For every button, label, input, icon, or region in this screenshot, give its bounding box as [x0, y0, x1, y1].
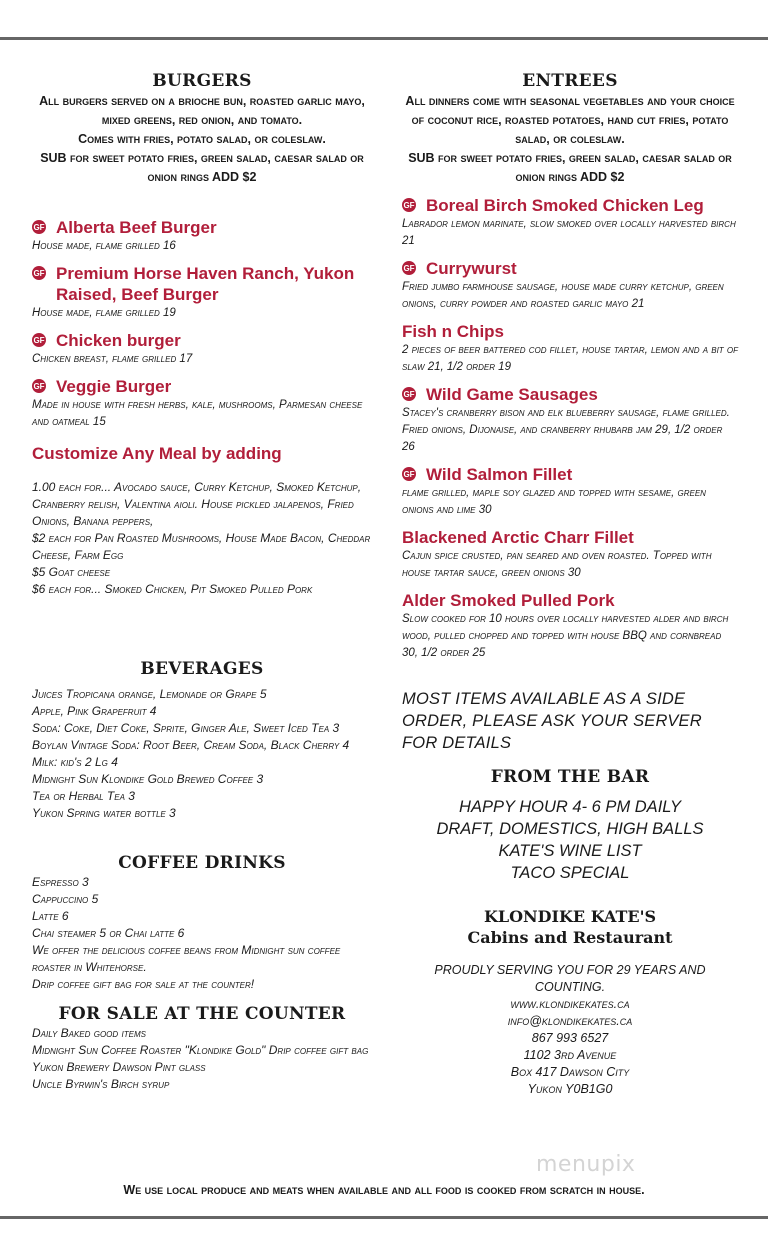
watermark-logo: menupix [536, 1152, 636, 1177]
restaurant-name: KLONDIKE KATE'S [483, 907, 657, 926]
coffee-line: Cappuccino 5 [32, 892, 99, 906]
top-divider [0, 37, 768, 40]
menu-item [402, 590, 738, 662]
entrees-intro-line: SUB for sweet potato fries, green salad, caesar salad or onion rings ADD $2 [408, 151, 732, 184]
coffee-line: Chai steamer 5 or Chai latte 6 [32, 926, 185, 940]
beverage-line: Apple, Pink Grapefruit 4 [32, 704, 157, 718]
gluten-free-icon: GF [32, 333, 46, 347]
address-line: Box 417 Dawson City [510, 1065, 630, 1079]
item-description: House made, flame grilled 19 [32, 307, 176, 319]
coffee-title: COFFEE DRINKS [118, 853, 286, 873]
item-name: Veggie Burger [56, 377, 172, 396]
beverage-line: Yukon Spring water bottle 3 [32, 806, 176, 820]
item-name: Chicken burger [56, 331, 181, 350]
gluten-free-icon: GF [402, 261, 416, 275]
coffee-line: Espresso 3 [32, 875, 89, 889]
counter-line: Daily Baked good items [32, 1026, 146, 1040]
item-description: 2 pieces of beer battered cod fillet, house tartar, lemon and a bit of slaw 21, 1/2 order 19 [402, 344, 738, 373]
item-name: Alberta Beef Burger [56, 218, 217, 237]
menu-item [402, 384, 738, 456]
customize-line: $2 each for Pan Roasted Mushrooms, House Made Bacon, Cheddar Cheese, Farm Egg [32, 531, 371, 562]
beverages-list [32, 686, 372, 822]
address-line: Yukon Y0B1G0 [527, 1082, 613, 1096]
item-name: Wild Salmon Fillet [426, 465, 573, 484]
address-line: 1102 3rd Avenue [523, 1048, 617, 1062]
beverage-line: Soda: Coke, Diet Coke, Sprite, Ginger Ale, Sweet Iced Tea 3 [32, 721, 340, 735]
website-link[interactable]: www.klondikekates.ca [510, 997, 630, 1011]
item-description: Made in house with fresh herbs, kale, mushrooms, Parmesan cheese and oatmeal 15 [32, 399, 363, 428]
beverage-line: Boylan Vintage Soda: Root Beer, Cream Soda, Black Cherry 4 [32, 738, 350, 752]
menu-item [402, 527, 738, 582]
customize-line: $6 each for... Smoked Chicken, Pit Smoked Pulled Pork [32, 582, 313, 596]
side-order-note: MOST ITEMS AVAILABLE AS A SIDE ORDER, PLEASE ASK YOUR SERVER FOR DETAILS [402, 690, 702, 752]
burgers-intro [32, 92, 372, 187]
bar-line: DRAFT, DOMESTICS, HIGH BALLS [436, 820, 704, 838]
counter-list [32, 1025, 372, 1093]
menu-item [32, 217, 372, 255]
entrees-title: ENTREES [522, 71, 618, 91]
item-name: Currywurst [426, 259, 517, 278]
coffee-line: Latte 6 [32, 909, 69, 923]
bar-line: KATE'S WINE LIST [498, 842, 642, 860]
gluten-free-icon: GF [402, 387, 416, 401]
item-name: Alder Smoked Pulled Pork [402, 591, 615, 610]
beverage-line: Midnight Sun Klondike Gold Brewed Coffee 3 [32, 772, 264, 786]
coffee-line: We offer the delicious coffee beans from Midnight sun coffee roaster in Whitehorse. [32, 943, 341, 974]
footer-note: We use local produce and meats when available and all food is cooked from scratch in house. [123, 1183, 645, 1197]
gluten-free-icon: GF [32, 266, 46, 280]
item-description: House made, flame grilled 16 [32, 240, 176, 252]
gluten-free-icon: GF [402, 467, 416, 481]
email-link[interactable]: info@klondikekates.ca [507, 1014, 633, 1028]
tagline: PROUDLY SERVING YOU FOR 29 YEARS AND COUNTING. [434, 963, 706, 994]
customize-line: $5 Goat cheese [32, 565, 111, 579]
bar-line: HAPPY HOUR 4- 6 PM DAILY [459, 798, 681, 816]
counter-line: Uncle Byrwin's Birch syrup [32, 1077, 170, 1091]
bottom-divider [0, 1216, 768, 1219]
menu-item [32, 330, 372, 368]
item-name: Blackened Arctic Charr Fillet [402, 528, 634, 547]
phone-number: 867 993 6527 [531, 1031, 609, 1045]
menu-item [32, 376, 372, 431]
counter-line: Midnight Sun Coffee Roaster "Klondike Gold" Drip coffee gift bag [32, 1043, 369, 1057]
beverage-line: Juices Tropicana orange, Lemonade or Grape 5 [32, 687, 267, 701]
counter-line: Yukon Brewery Dawson Pint glass [32, 1060, 206, 1074]
item-name: Fish n Chips [402, 322, 504, 341]
item-description: flame grilled, maple soy glazed and topped with sesame, green onions and lime 30 [402, 487, 706, 516]
item-name: Wild Game Sausages [426, 385, 598, 404]
gluten-free-icon: GF [32, 220, 46, 234]
bar-line: TACO SPECIAL [510, 864, 630, 882]
beverage-line: Tea or Herbal Tea 3 [32, 789, 135, 803]
item-name: Premium Horse Haven Ranch, Yukon Raised, Beef Burger [56, 264, 355, 304]
entrees-intro-line: All dinners come with seasonal vegetables and your choice of coconut rice, roasted potatoes, hand cut fries, potato salad, or coleslaw. [405, 94, 735, 146]
entrees-intro [402, 92, 738, 187]
customize-title: Customize Any Meal by adding [32, 444, 282, 463]
contact-block [402, 962, 738, 1098]
item-description: Labrador lemon marinate, slow smoked over locally harvested birch 21 [402, 218, 736, 247]
beverages-title: BEVERAGES [140, 659, 264, 679]
menu-item [32, 263, 372, 322]
customize-line: 1.00 each for... Avocado sauce, Curry Ketchup, Smoked Ketchup, Cranberry relish, Valentina aioli. House pickled jalapenos, Fried Onions, Banana peppers, [32, 480, 362, 528]
menu-item [402, 258, 738, 313]
item-description: Cajun spice crusted, pan seared and oven roasted. Topped with house tartar sauce, green onions 30 [402, 550, 712, 579]
menu-item [402, 195, 738, 250]
coffee-list [32, 874, 372, 993]
beverage-line: Milk: kid's 2 Lg 4 [32, 755, 118, 769]
gluten-free-icon: GF [402, 198, 416, 212]
item-description: Slow cooked for 10 hours over locally harvested alder and birch wood, pulled chopped and topped with house BBQ and cornbread 30, 1/2 order 25 [402, 613, 729, 659]
restaurant-subtitle: Cabins and Restaurant [467, 928, 673, 947]
menu-item [402, 321, 738, 376]
coffee-line: Drip coffee gift bag for sale at the counter! [32, 977, 255, 991]
item-name: Boreal Birch Smoked Chicken Leg [426, 196, 704, 215]
bar-list [402, 796, 738, 884]
item-description: Chicken breast, flame grilled 17 [32, 353, 193, 365]
burgers-intro-line: All burgers served on a brioche bun, roasted garlic mayo, mixed greens, red onion, and tomato. [39, 94, 365, 127]
item-description: Fried jumbo farmhouse sausage, house made curry ketchup, green onions, curry powder and roasted garlic mayo 21 [402, 281, 724, 310]
menu-item [402, 464, 738, 519]
right-column [402, 70, 738, 1098]
item-description: Stacey's cranberry bison and elk blueberry sausage, flame grilled. Fried onions, Dijonaise, and cranberry rhubarb jam 29, 1/2 order 26 [402, 407, 730, 453]
left-column [32, 70, 372, 1093]
counter-title: FOR SALE AT THE COUNTER [58, 1004, 346, 1024]
gluten-free-icon: GF [32, 379, 46, 393]
customize-list [32, 479, 372, 598]
burgers-intro-line: SUB for sweet potato fries, green salad, caesar salad or onion rings ADD $2 [40, 151, 364, 184]
bar-title: FROM THE BAR [490, 767, 650, 787]
burgers-intro-line: Comes with fries, potato salad, or coleslaw. [78, 132, 326, 146]
burgers-title: BURGERS [152, 71, 252, 91]
